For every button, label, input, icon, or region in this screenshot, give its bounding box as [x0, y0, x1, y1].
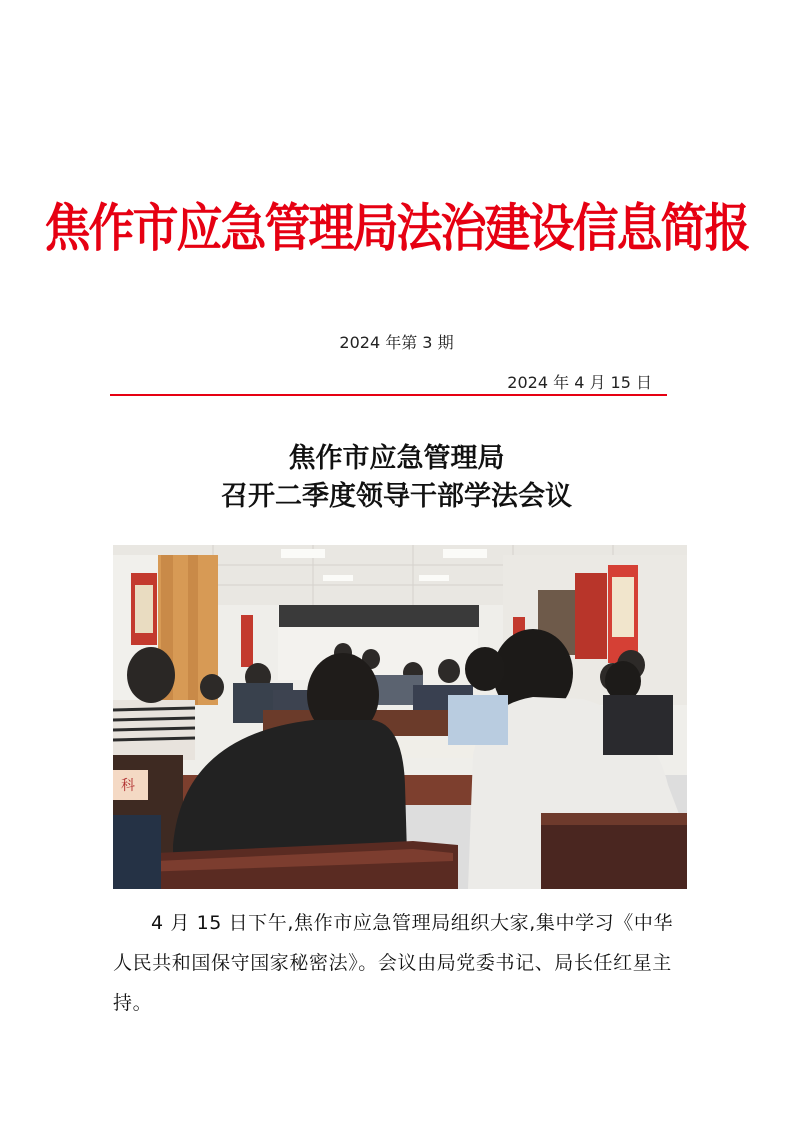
issue-date: 2024 年 4 月 15 日: [507, 373, 652, 392]
bulletin-masthead: 焦作市应急管理局法治建设信息简报: [44, 198, 749, 259]
headline-line-2: 召开二季度领导干部学法会议: [221, 481, 572, 512]
article-paragraph: 4 月 15 日下午,焦作市应急管理局组织大家,集中学习《中华人民共和国保守国家秘密法》。会议由局党委书记、局长任红星主持。: [113, 912, 674, 1014]
header-rule: [110, 394, 667, 396]
headline-line-1: 焦作市应急管理局: [288, 443, 505, 474]
meeting-photo: [113, 545, 687, 889]
article-headline: [0, 440, 793, 516]
issue-number: 2024 年第 3 期: [339, 333, 454, 352]
board-sign-text: 科: [121, 778, 135, 794]
